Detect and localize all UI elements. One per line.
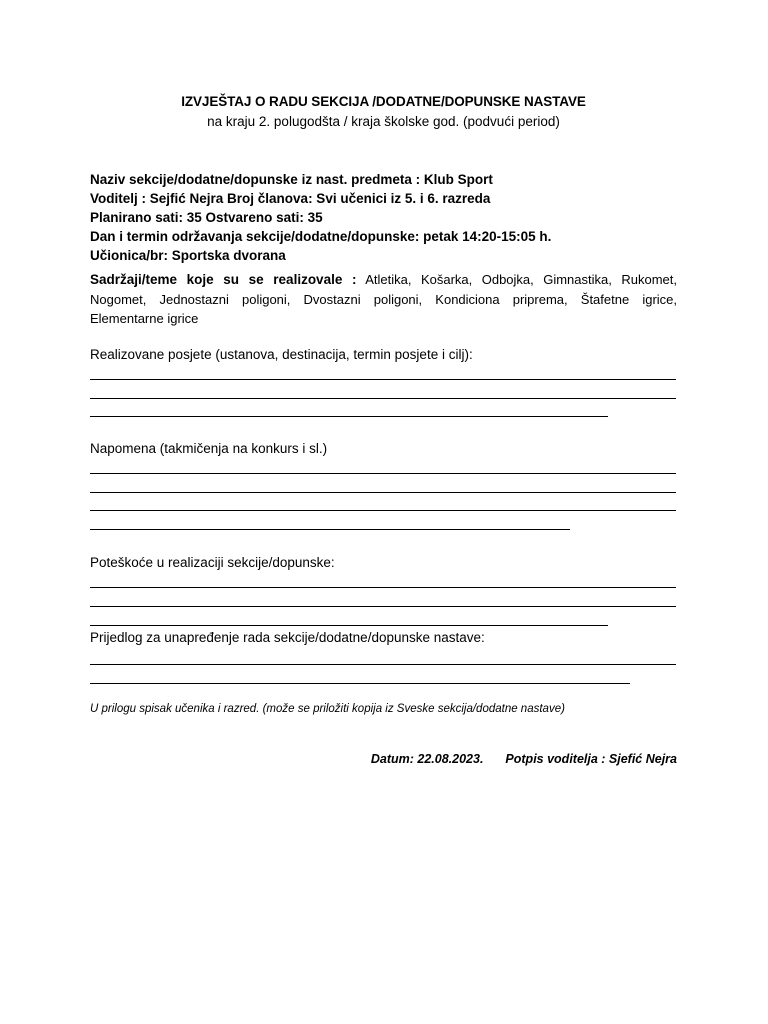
signature-field: Potpis voditelja : Sjefić Nejra <box>505 752 677 766</box>
signature-row <box>371 752 677 766</box>
difficulties-line[interactable] <box>90 587 676 588</box>
classroom-line: Učionica/br: Sportska dvorana <box>90 248 286 263</box>
date-field: Datum: 22.08.2023. <box>370 752 484 766</box>
contents-label: Sadržaji/teme koje su se realizovale : <box>90 272 357 287</box>
contents-paragraph <box>90 270 677 329</box>
remarks-line[interactable] <box>90 492 676 493</box>
difficulties-line[interactable] <box>90 606 676 607</box>
difficulties-line[interactable] <box>90 625 608 626</box>
contents-value: Atletika, Košarka, Odbojka, Gimnastika, Rukomet, Nogomet, Jednostazni poligoni, Dvostazni poligoni, Kondiciona priprema, Štafetne igrice, Elementarne igrice <box>90 272 677 326</box>
section-name-line: Naziv sekcije/dodatne/dopunske iz nast. predmeta : Klub Sport <box>90 172 493 187</box>
report-title: IZVJEŠTAJ O RADU SEKCIJA /DODATNE/DOPUNSKE NASTAVE <box>181 94 586 109</box>
remarks-line[interactable] <box>90 473 676 474</box>
remarks-line[interactable] <box>90 529 570 530</box>
hours-line: Planirano sati: 35 Ostvareno sati: 35 <box>90 210 323 225</box>
improvement-line[interactable] <box>90 683 630 684</box>
remarks-label: Napomena (takmičenja na konkurs i sl.) <box>90 441 328 456</box>
schedule-line: Dan i termin održavanja sekcije/dodatne/dopunske: petak 14:20-15:05 h. <box>90 229 552 244</box>
remarks-line[interactable] <box>90 510 676 511</box>
difficulties-label: Poteškoće u realizaciji sekcije/dopunske: <box>90 555 335 570</box>
visits-line[interactable] <box>90 398 676 399</box>
improvement-line[interactable] <box>90 664 676 665</box>
report-subtitle: na kraju 2. polugodšta / kraja školske god. (podvući period) <box>207 114 560 129</box>
visits-line[interactable] <box>90 416 608 417</box>
improvement-label: Prijedlog za unapređenje rada sekcije/dodatne/dopunske nastave: <box>90 630 485 645</box>
attachment-note: U prilogu spisak učenika i razred. (može se priložiti kopija iz Sveske sekcija/dodatne nastave) <box>90 703 565 715</box>
visits-label: Realizovane posjete (ustanova, destinacija, termin posjete i cilj): <box>90 347 473 362</box>
visits-line[interactable] <box>90 379 676 380</box>
leader-members-line: Voditelj : Sejfić Nejra Broj članova: Svi učenici iz 5. i 6. razreda <box>90 191 491 206</box>
